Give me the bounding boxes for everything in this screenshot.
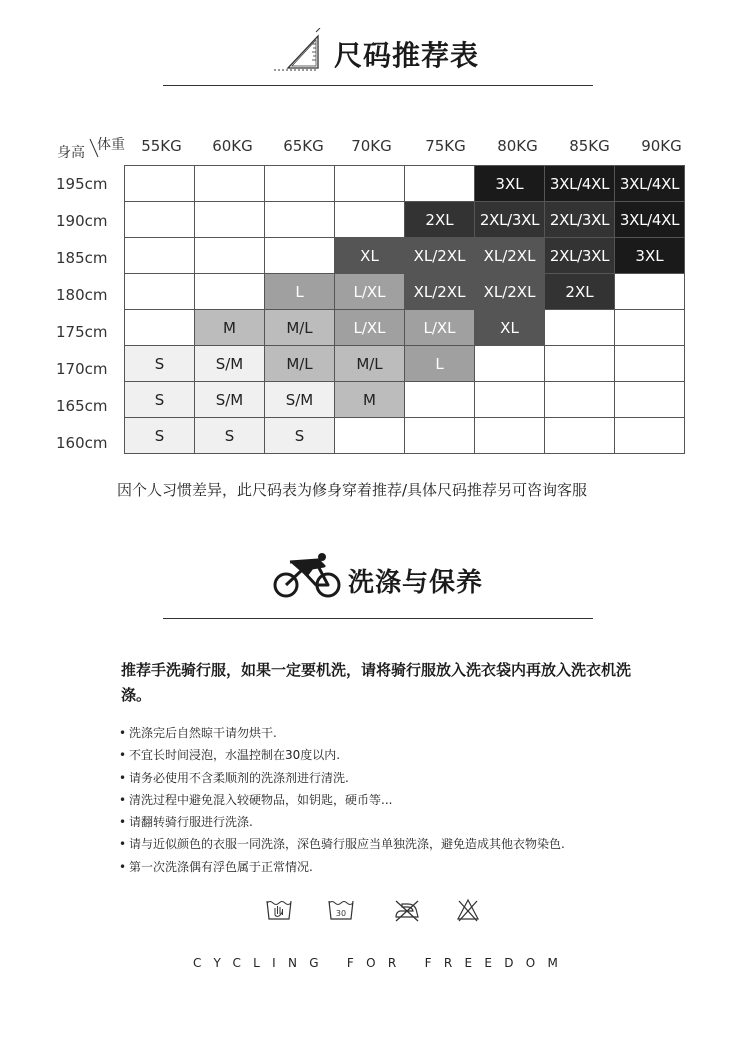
size-row (125, 202, 685, 238)
care-lead-text: 推荐手洗骑行服，如果一定要机洗，请将骑行服放入洗衣袋内再放入洗衣机洗涤。 (121, 661, 632, 704)
height-label: 170cm (56, 360, 108, 378)
size-chart-header (270, 28, 500, 76)
care-instruction: • 洗涤完后自然晾干请勿烘干. (119, 722, 679, 744)
size-cell (615, 382, 685, 418)
height-label: 175cm (56, 323, 108, 341)
size-cell (405, 382, 475, 418)
size-cell: 3XL (475, 166, 545, 202)
size-row (125, 382, 685, 418)
weight-label: 85KG (569, 137, 610, 155)
size-cell (125, 310, 195, 346)
size-cell: 2XL/3XL (545, 238, 615, 274)
height-label: 190cm (56, 212, 108, 230)
size-cell (475, 346, 545, 382)
size-cell (335, 418, 405, 454)
care-instruction: • 请翻转骑行服进行洗涤. (119, 811, 679, 833)
size-cell: M/L (265, 310, 335, 346)
care-divider (163, 618, 593, 619)
size-cell: M (195, 310, 265, 346)
care-instruction: • 第一次洗涤偶有浮色属于正常情况. (119, 856, 679, 878)
size-cell: S (125, 382, 195, 418)
size-cell: M/L (265, 346, 335, 382)
size-cell (125, 202, 195, 238)
care-instruction: • 不宜长时间浸泡，水温控制在30度以内. (119, 744, 679, 766)
size-cell: L/XL (405, 310, 475, 346)
size-cell (545, 310, 615, 346)
size-cell: L/XL (335, 310, 405, 346)
size-chart-title: 尺码推荐表 (334, 39, 480, 72)
size-cell (265, 202, 335, 238)
size-row (125, 310, 685, 346)
care-instruction: • 请务必使用不含柔顺剂的洗涤剂进行清洗. (119, 767, 679, 789)
size-cell: L/XL (335, 274, 405, 310)
height-label: 160cm (56, 434, 108, 452)
size-cell: S (125, 346, 195, 382)
wash-temperature-label: 30 (335, 909, 347, 918)
weight-label: 55KG (141, 137, 182, 155)
size-row (125, 238, 685, 274)
size-cell: XL/2XL (405, 238, 475, 274)
size-cell (615, 418, 685, 454)
size-cell: XL/2XL (405, 274, 475, 310)
height-label: 195cm (56, 175, 108, 193)
size-cell: S/M (195, 346, 265, 382)
size-cell (265, 166, 335, 202)
size-cell (615, 274, 685, 310)
care-instruction: • 请与近似颜色的衣服一同洗涤，深色骑行服应当单独洗涤，避免造成其他衣物染色. (119, 833, 679, 855)
size-cell (615, 346, 685, 382)
size-cell: 2XL (405, 202, 475, 238)
size-cell (125, 238, 195, 274)
size-cell (545, 418, 615, 454)
height-label: 165cm (56, 397, 108, 415)
size-cell (545, 382, 615, 418)
size-cell (195, 274, 265, 310)
weight-label: 65KG (283, 137, 324, 155)
size-cell: XL/2XL (475, 274, 545, 310)
care-instructions-list (119, 722, 679, 878)
size-cell (475, 382, 545, 418)
size-cell (405, 418, 475, 454)
size-cell: M/L (335, 346, 405, 382)
weight-header-row (124, 137, 697, 157)
size-chart-grid (124, 165, 685, 454)
size-cell: XL (335, 238, 405, 274)
size-cell (125, 274, 195, 310)
size-cell (195, 202, 265, 238)
size-cell: 3XL/4XL (545, 166, 615, 202)
weight-axis-label: 体重 (97, 137, 125, 153)
size-cell: L (405, 346, 475, 382)
do-not-iron-icon (392, 897, 422, 923)
size-cell: M (335, 382, 405, 418)
care-instruction: • 清洗过程中避免混入较硬物品，如钥匙，硬币等... (119, 789, 679, 811)
size-cell: 2XL/3XL (475, 202, 545, 238)
size-cell: S (125, 418, 195, 454)
height-label: 180cm (56, 286, 108, 304)
size-cell (545, 346, 615, 382)
size-chart-divider (163, 85, 593, 86)
size-cell (475, 418, 545, 454)
size-cell (335, 202, 405, 238)
height-axis-label: 身高 (57, 145, 85, 161)
weight-label: 60KG (212, 137, 253, 155)
size-cell: XL/2XL (475, 238, 545, 274)
weight-label: 90KG (641, 137, 682, 155)
size-cell: S/M (195, 382, 265, 418)
size-row (125, 418, 685, 454)
height-label: 185cm (56, 249, 108, 267)
brand-slogan: CYCLING FOR FREEDOM (193, 956, 571, 970)
size-cell: S (195, 418, 265, 454)
size-cell: 3XL (615, 238, 685, 274)
size-cell (195, 238, 265, 274)
size-cell: 3XL/4XL (615, 202, 685, 238)
cyclist-icon (272, 552, 344, 600)
size-row (125, 166, 685, 202)
size-row (125, 274, 685, 310)
size-chart-note: 因个人习惯差异，此尺码表为修身穿着推荐/具体尺码推荐另可咨询客服 (117, 481, 588, 499)
size-cell (335, 166, 405, 202)
size-cell (405, 166, 475, 202)
size-cell: L (265, 274, 335, 310)
do-not-bleach-icon (455, 897, 481, 923)
ruler-triangle-icon (272, 28, 328, 74)
size-row (125, 346, 685, 382)
hand-wash-icon (265, 897, 293, 923)
size-cell: XL (475, 310, 545, 346)
size-cell: S/M (265, 382, 335, 418)
care-header (272, 552, 512, 602)
size-cell (615, 310, 685, 346)
weight-label: 70KG (351, 137, 392, 155)
weight-label: 75KG (425, 137, 466, 155)
size-cell (265, 238, 335, 274)
size-cell: S (265, 418, 335, 454)
size-cell (125, 166, 195, 202)
care-title: 洗涤与保养 (348, 568, 484, 598)
weight-label: 80KG (497, 137, 538, 155)
size-cell: 2XL (545, 274, 615, 310)
size-cell: 3XL/4XL (615, 166, 685, 202)
wash-30-icon (327, 897, 355, 923)
size-cell: 2XL/3XL (545, 202, 615, 238)
size-cell (195, 166, 265, 202)
